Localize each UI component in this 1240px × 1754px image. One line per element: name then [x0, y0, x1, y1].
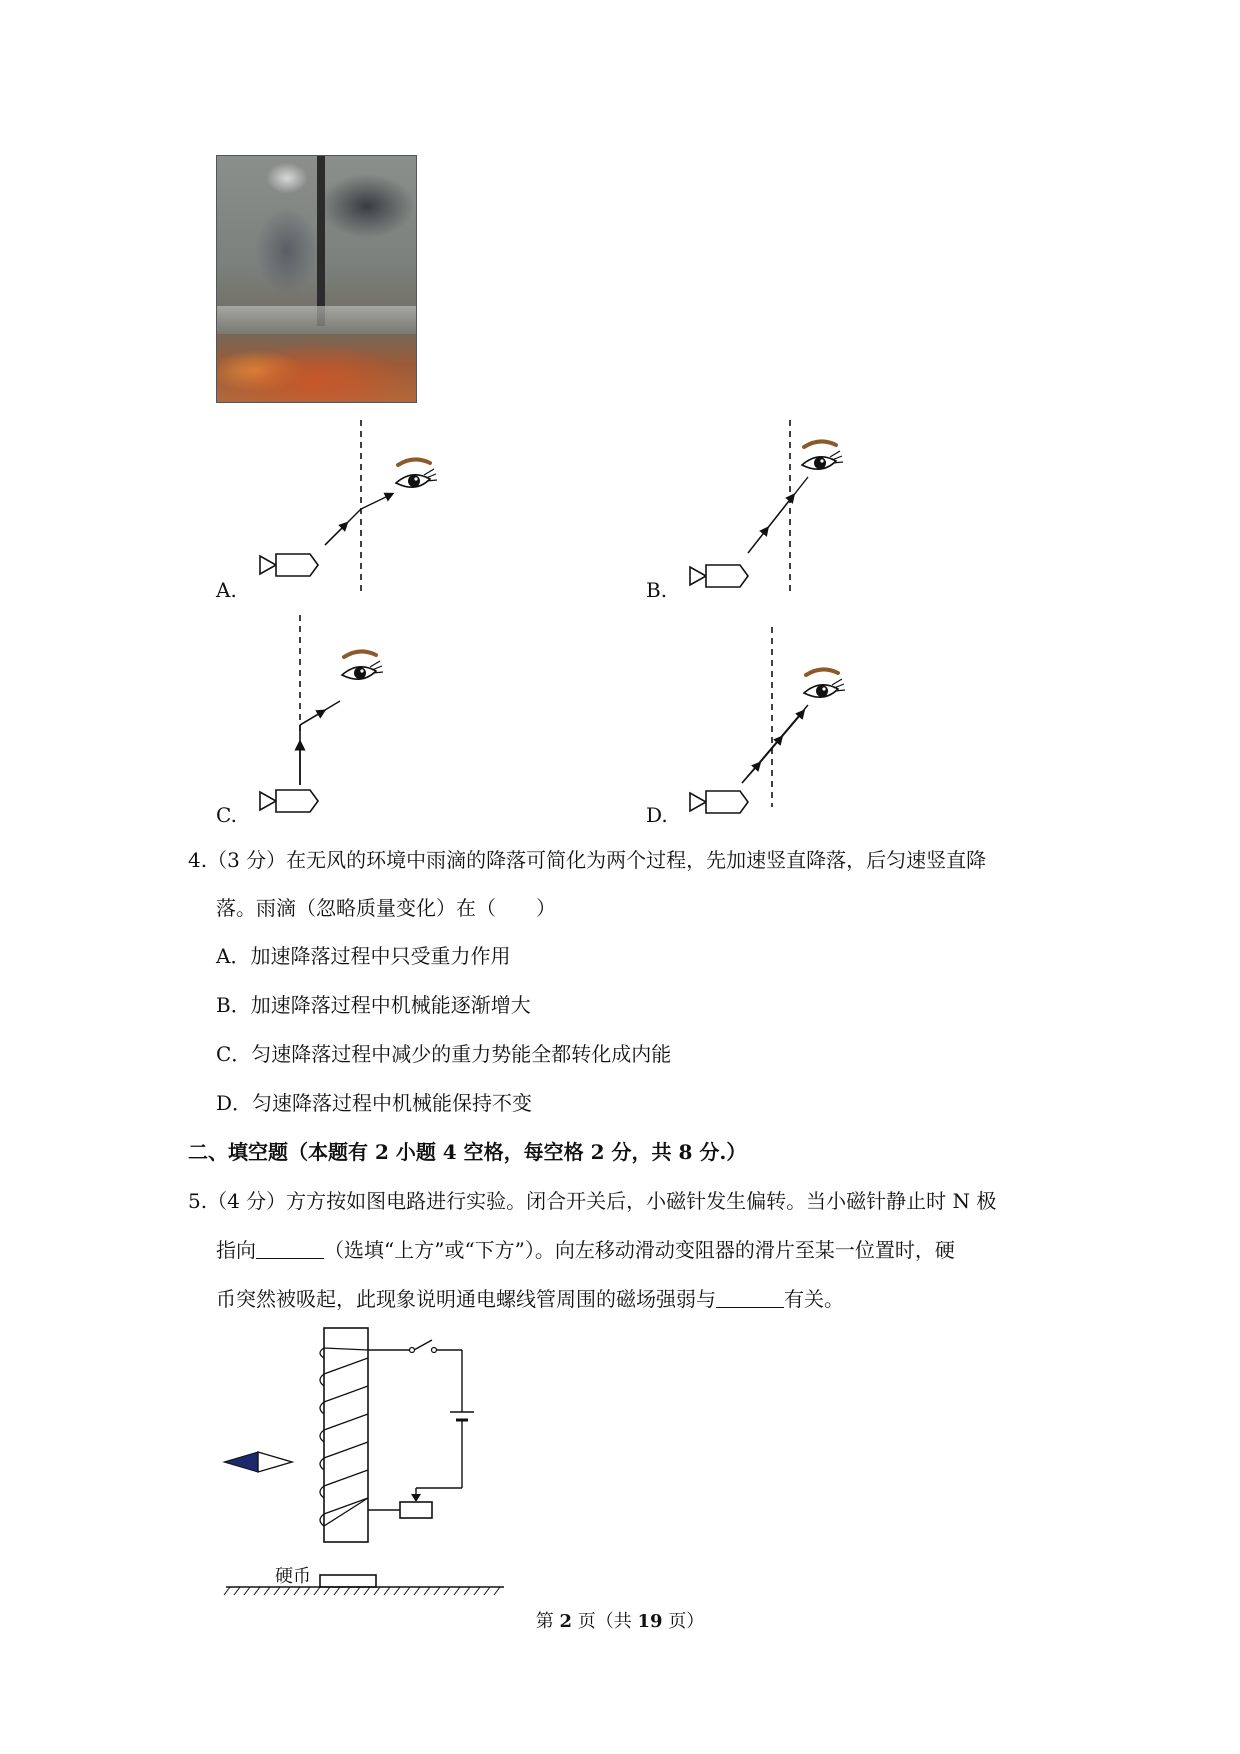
footer-middle: 页（共 — [572, 1611, 638, 1632]
photo-glass-edge — [217, 306, 416, 334]
footer-suffix: 页） — [662, 1611, 705, 1632]
question-5-line-2-prefix: 指向 — [216, 1238, 256, 1262]
question-5-line-2-suffix: （选填“上方”或“下方”）。向左移动滑动变阻器的滑片至某一位置时，硬 — [324, 1238, 955, 1262]
question-4-line-1: 4.（3 分）在无风的环境中雨滴的降落可简化为两个过程，先加速竖直降落，后匀速竖直降 — [188, 848, 987, 872]
answer-blank-2[interactable] — [716, 1287, 784, 1308]
option-d-label: D. — [646, 803, 668, 827]
diagram-option-a — [250, 415, 450, 595]
diagram-option-b — [680, 415, 880, 595]
diagram-option-c — [250, 615, 450, 805]
option-a-label: A. — [216, 578, 237, 602]
diagram-option-d — [680, 615, 880, 805]
switch — [414, 1340, 432, 1350]
option-c-label: C. — [216, 803, 237, 827]
solenoid-circuit-diagram — [220, 1328, 520, 1598]
ground-hatching — [224, 1587, 500, 1595]
question-5-line-2 — [216, 1236, 955, 1264]
section-2-heading: 二、填空题（本题有 2 小题 4 空格，每空格 2 分，共 8 分.） — [188, 1140, 747, 1164]
battery-icon — [450, 1412, 474, 1420]
compass-needle-icon — [224, 1452, 292, 1472]
footer-total-pages: 19 — [637, 1611, 663, 1632]
question-5-line-3-prefix: 币突然被吸起，此现象说明通电螺线管周围的磁场强弱与 — [216, 1287, 716, 1311]
fish-tank-photo — [216, 155, 417, 403]
answer-blank-1[interactable] — [256, 1238, 324, 1259]
sliding-rheostat — [400, 1502, 432, 1518]
question-5-line-3 — [216, 1285, 844, 1313]
footer-page-number: 2 — [559, 1611, 572, 1632]
coin-label: 硬币 — [275, 1566, 311, 1587]
footer-prefix: 第 — [535, 1611, 560, 1632]
question-4-option-a: A．加速降落过程中只受重力作用 — [216, 944, 511, 968]
question-4-line-2: 落。雨滴（忽略质量变化）在（ ） — [216, 896, 556, 920]
option-b-label: B. — [646, 578, 668, 602]
photo-pole — [317, 156, 325, 326]
question-5-line-1: 5.（4 分）方方按如图电路进行实验。闭合开关后，小磁针发生偏转。当小磁针静止时 N 极 — [188, 1189, 997, 1213]
question-5-line-3-suffix: 有关。 — [784, 1287, 844, 1311]
question-4-option-d: D．匀速降落过程中机械能保持不变 — [216, 1091, 533, 1115]
question-4-option-b: B．加速降落过程中机械能逐渐增大 — [216, 993, 531, 1017]
page-footer — [0, 1610, 1240, 1634]
coin — [320, 1575, 376, 1587]
question-4-option-c: C．匀速降落过程中减少的重力势能全都转化成内能 — [216, 1042, 672, 1066]
